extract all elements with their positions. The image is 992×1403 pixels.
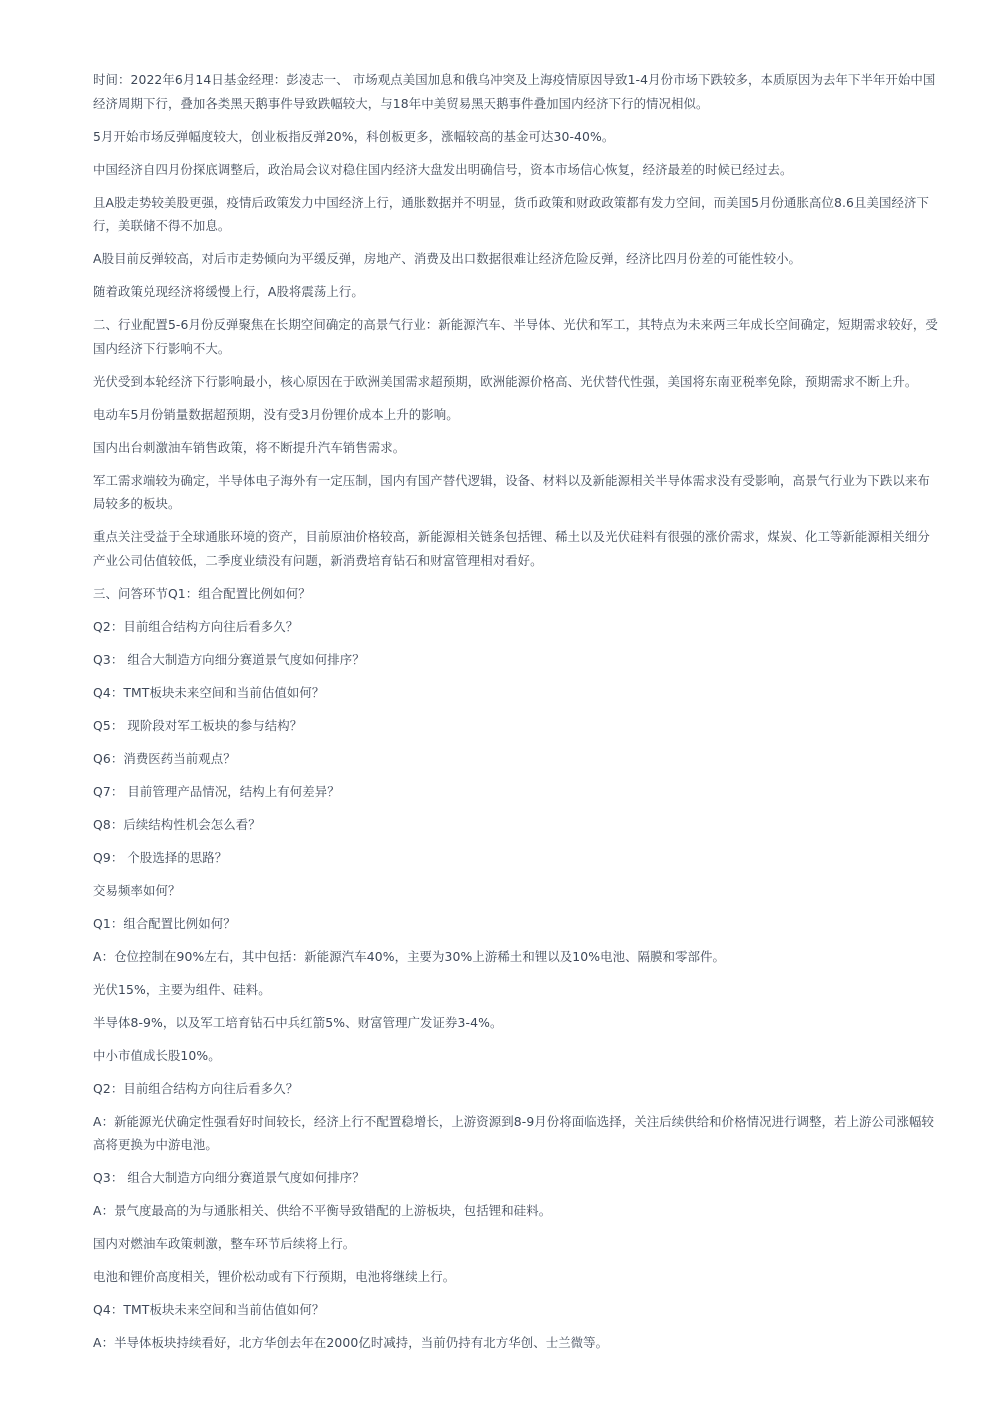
paragraph-car-policy: 国内出台刺激油车销售政策，将不断提升汽车销售需求。 [93, 439, 406, 455]
paragraph-ev-sales: 电动车5月份销量数据超预期，没有受3月份锂价成本上升的影响。 [93, 406, 459, 422]
paragraph-policy: 随着政策兑现经济将缓慢上行，A股将震荡上行。 [93, 284, 364, 299]
paragraph-q2-answer: A：新能源光伏确定性强看好时间较长，经济上行不配置稳增长，上游资源到8-9月份将面临选择，关注后续供给和价格情况进行调整，若上游公司涨幅较高将更换为中游电池。 [93, 1113, 935, 1152]
paragraph-inflation-assets: 重点关注受益于全球通胀环境的资产，目前原油价格较高，新能源相关链条包括锂、稀土以及光伏硅料有很强的涨价需求，煤炭、化工等新能源相关细分产业公司估值较低，二季度业绩没有问题，新消费培育钻石和财富管理相对看好。 [93, 529, 930, 568]
paragraph-qa-trading-frequency: 交易频率如何？ [93, 882, 181, 898]
paragraph-outlook: A股目前反弹较高，对后市走势倾向为平缓反弹，房地产、消费及出口数据很难让经济危险反弹，经济比四月份差的可能性较小。 [93, 251, 802, 266]
paragraph-q1-answer: A：仓位控制在90%左右，其中包括：新能源汽车40%，主要为30%上游稀土和锂以及10%电池、隔膜和零部件。 [93, 948, 726, 964]
paragraph-qa-q9: Q9： 个股选择的思路？ [93, 849, 228, 865]
paragraph-photovoltaic: 光伏受到本轮经济下行影响最小，核心原因在于欧洲美国需求超预期，欧洲能源价格高、光伏替代性强，美国将东南亚税率免除，预期需求不断上升。 [93, 373, 918, 389]
paragraph-q1-question: Q1：组合配置比例如何？ [93, 915, 236, 931]
paragraph-q1-semiconductor: 半导体8-9%，以及军工培育钻石中兵红箭5%、财富管理广发证券3-4%。 [93, 1014, 503, 1030]
paragraph-q3-answer: A：景气度最高的为与通胀相关、供给不平衡导致错配的上游板块，包括锂和硅料。 [93, 1203, 552, 1218]
paragraph-economy-bottom: 中国经济自四月份探底调整后，政治局会议对稳住国内经济大盘发出明确信号，资本市场信心恢复，经济最差的时候已经过去。 [93, 161, 793, 177]
paragraph-q3-battery: 电池和锂价高度相关，锂价松动或有下行预期，电池将继续上行。 [93, 1269, 456, 1284]
paragraph-qa-q1: 三、问答环节Q1：组合配置比例如何？ [93, 585, 311, 601]
paragraph-q2-question: Q2：目前组合结构方向往后看多久？ [93, 1080, 299, 1096]
paragraph-q1-pv: 光伏15%，主要为组件、硅料。 [93, 981, 271, 997]
paragraph-meeting-intro: 时间：2022年6月14日基金经理：彭凌志一、 市场观点美国加息和俄乌冲突及上海疫情原因导致1-4月份市场下跌较多，本质原因为去年下半年开始中国经济周期下行，叠加各类黑天鹅事件导致跌幅较大，与18年中美贸易黑天鹅事件叠加国内经济下行的情况相似。 [93, 72, 936, 111]
paragraph-qa-q6: Q6：消费医药当前观点？ [93, 750, 236, 766]
paragraph-qa-q2: Q2：目前组合结构方向往后看多久？ [93, 618, 299, 634]
paragraph-q3-question: Q3： 组合大制造方向细分赛道景气度如何排序？ [93, 1170, 365, 1185]
paragraph-qa-q4: Q4：TMT板块未来空间和当前估值如何？ [93, 684, 325, 700]
paragraph-a-share-vs-us: 且A股走势较美股更强，疫情后政策发力中国经济上行，通胀数据并不明显，货币政策和财政政策都有发力空间，而美国5月份通胀高位8.6且美国经济下行，美联储不得不加息。 [93, 194, 929, 233]
paragraph-industry-allocation: 二、行业配置5-6月份反弹聚焦在长期空间确定的高景气行业：新能源汽车、半导体、光伏和军工，其特点为未来两三年成长空间确定，短期需求较好，受国内经济下行影响不大。 [93, 317, 938, 356]
paragraph-qa-q8: Q8：后续结构性机会怎么看？ [93, 816, 261, 832]
paragraph-q4-question: Q4：TMT板块未来空间和当前估值如何？ [93, 1302, 325, 1317]
paragraph-qa-q7: Q7： 目前管理产品情况，结构上有何差异？ [93, 783, 340, 799]
paragraph-q1-small-cap: 中小市值成长股10%。 [93, 1047, 221, 1063]
paragraph-may-rebound: 5月开始市场反弹幅度较大，创业板指反弹20%，科创板更多，涨幅较高的基金可达30-40%。 [93, 128, 615, 144]
paragraph-q3-vehicles: 国内对燃油车政策刺激，整车环节后续将上行。 [93, 1236, 356, 1251]
paragraph-qa-q5: Q5： 现阶段对军工板块的参与结构？ [93, 717, 303, 733]
paragraph-q4-answer: A：半导体板块持续看好，北方华创去年在2000亿时减持，当前仍持有北方华创、士兰微等。 [93, 1335, 609, 1350]
paragraph-military-semiconductor: 军工需求端较为确定，半导体电子海外有一定压制，国内有国产替代逻辑，设备、材料以及新能源相关半导体需求没有受影响，高景气行业为下跌以来布局较多的板块。 [93, 472, 930, 511]
paragraph-qa-q3: Q3： 组合大制造方向细分赛道景气度如何排序？ [93, 651, 365, 667]
